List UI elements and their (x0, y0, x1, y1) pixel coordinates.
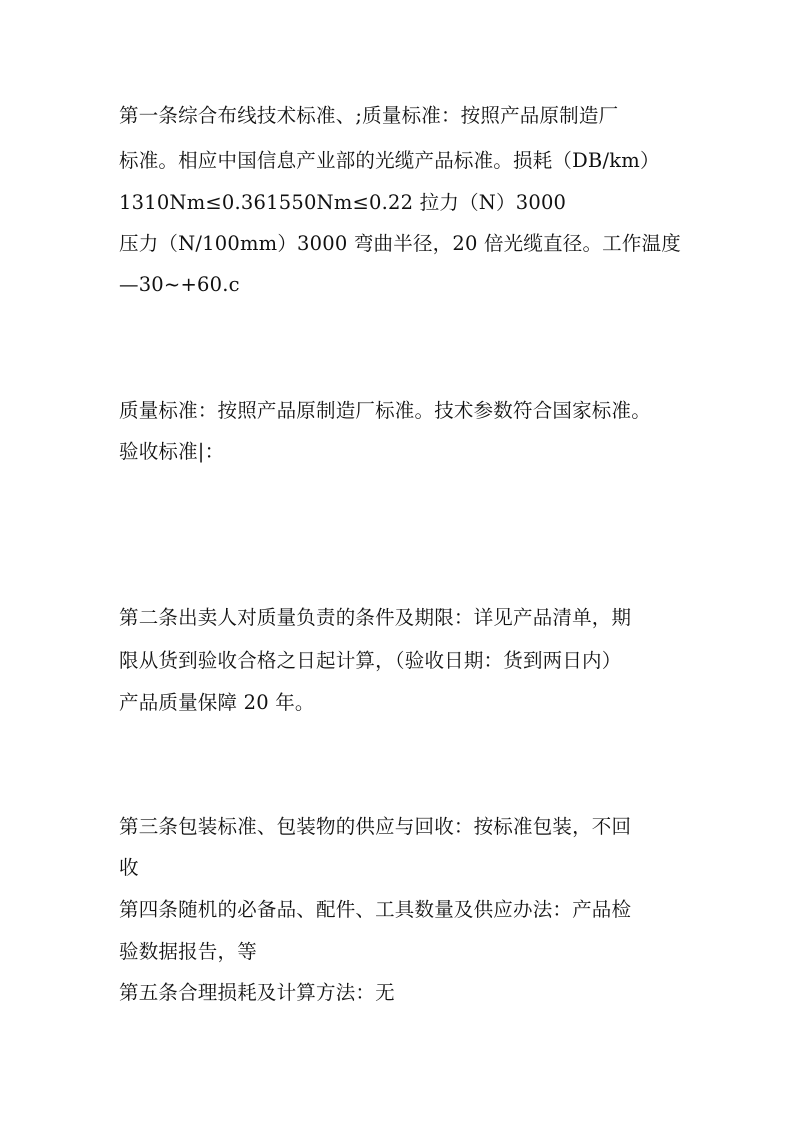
text-line: 产品质量保障 20 年。 (119, 691, 315, 714)
text-line: 第二条出卖人对质量负责的条件及期限：详见产品清单，期 (119, 606, 632, 629)
text-line: 限从货到验收合格之日起计算，（验收日期：货到两日内） (119, 649, 622, 672)
text-line: 收 (119, 856, 139, 879)
text-line: —30~+60.c (119, 273, 240, 296)
text-line: 标准。相应中国信息产业部的光缆产品标准。损耗（DB/km） (119, 149, 660, 172)
text-line: 第四条随机的必备品、配件、工具数量及供应办法：产品检 (119, 898, 632, 921)
text-line: 验数据报告，等 (119, 940, 257, 963)
text-line: 验收标准|： (119, 440, 225, 463)
text-line: 压力（N/100mm）3000 弯曲半径，20 倍光缆直径。工作温度 (119, 232, 681, 255)
text-line: 第三条包装标准、包装物的供应与回收：按标准包装，不回 (119, 815, 632, 838)
text-line: 1310Nm≤0.361550Nm≤0.22 拉力（N）3000 (119, 191, 567, 214)
text-line: 第一条综合布线技术标准、;质量标准：按照产品原制造厂 (119, 104, 619, 127)
text-line: 质量标准：按照产品原制造厂标准。技术参数符合国家标准。 (119, 399, 651, 422)
text-line: 第五条合理损耗及计算方法：无 (119, 981, 395, 1004)
